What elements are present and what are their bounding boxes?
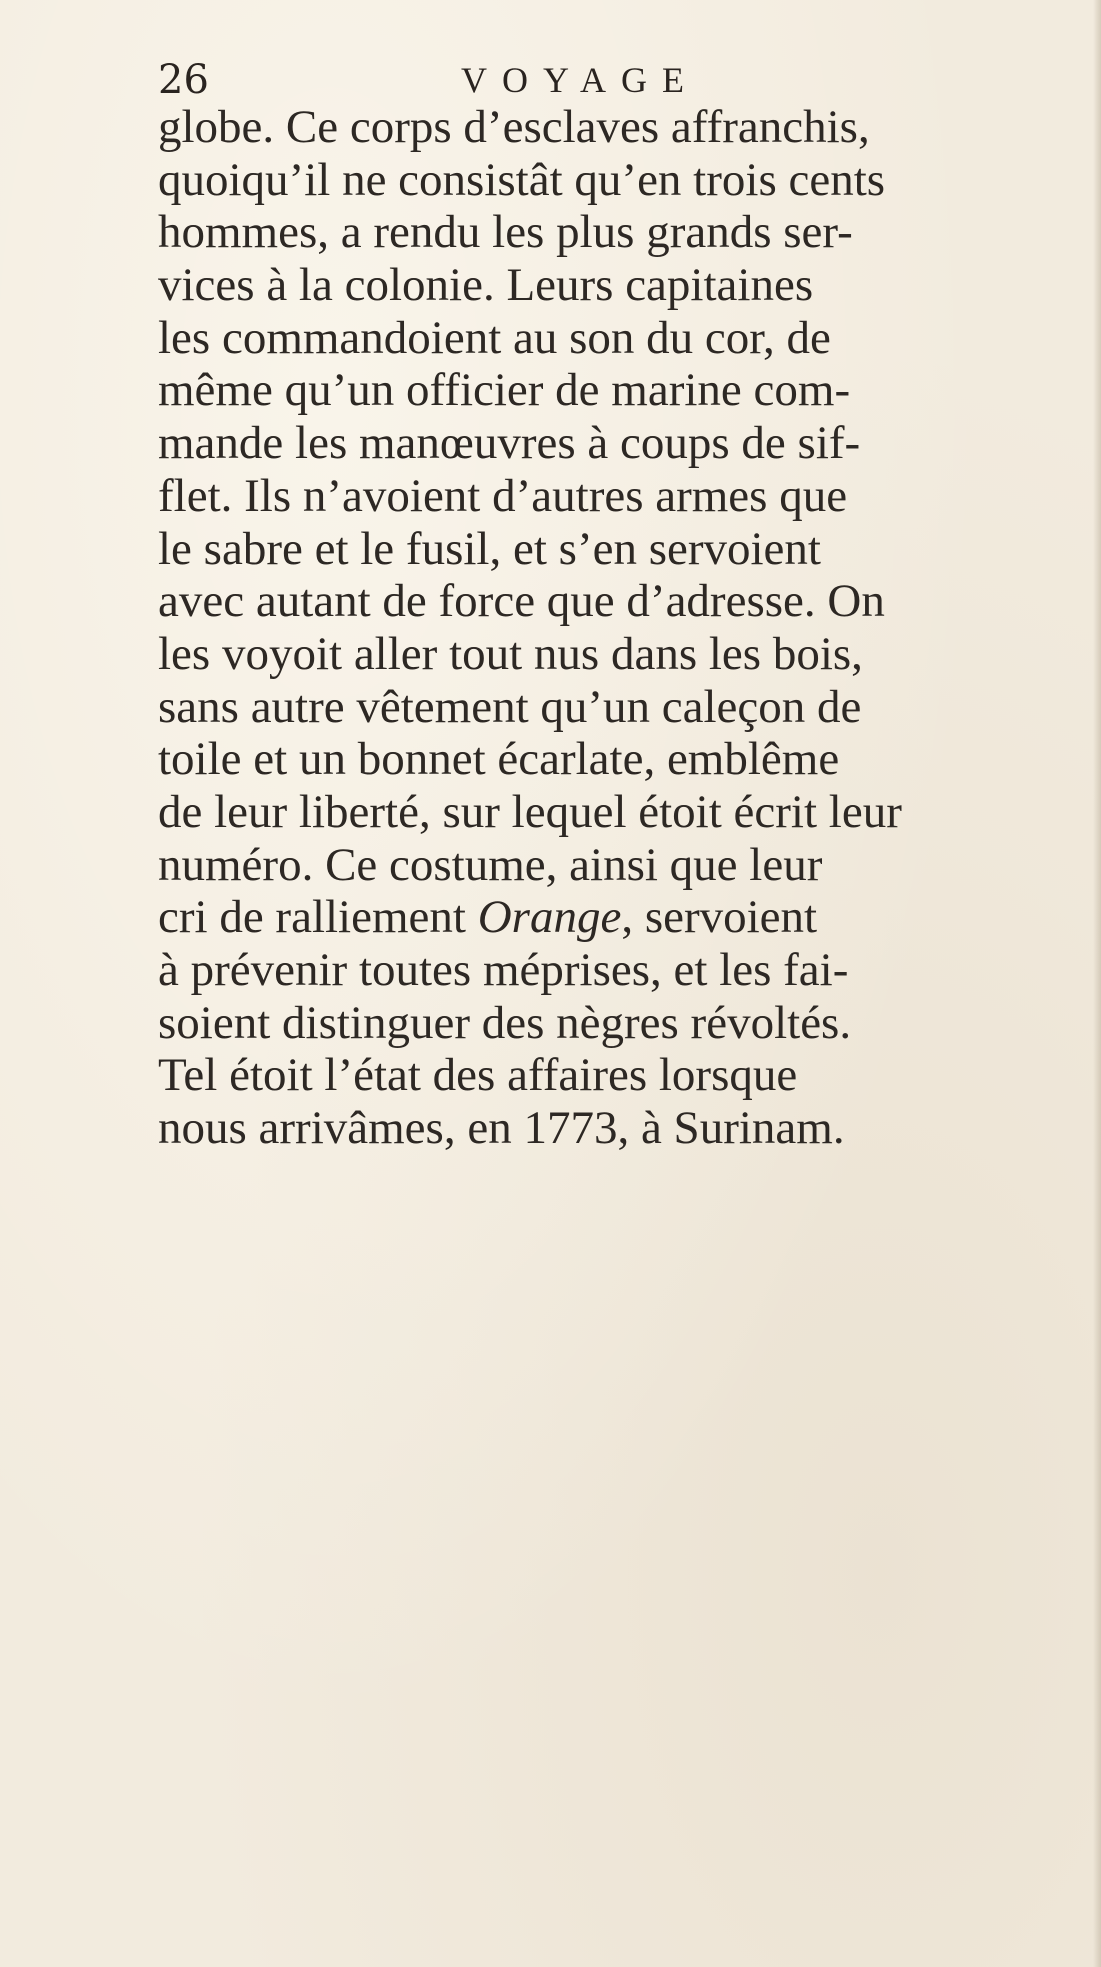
text-line: mande les manœuvres à coups de sif- (158, 417, 861, 470)
text-line: nous arrivâmes, en 1773, à Surinam. (158, 1102, 845, 1155)
text-line: avec autant de force que d’adresse. On (158, 575, 885, 628)
text-line: les commandoient au son du cor, de (158, 311, 831, 364)
text-line: à prévenir toutes méprises, et les fai- (158, 944, 849, 996)
italic-word: Orange (477, 891, 622, 944)
text-line: toile et un bonnet écarlate, emblême (158, 733, 840, 786)
text-line: soient distinguer des nègres révoltés. (158, 996, 852, 1049)
text-line: Tel étoit l’état des affaires lorsque (158, 1049, 798, 1102)
text-line: numéro. Ce costume, ainsi que leur (158, 838, 823, 891)
text-line: même qu’un officier de marine com- (158, 364, 851, 417)
body-text (158, 101, 1038, 1155)
text-line: le sabre et le fusil, et s’en servoient (158, 522, 821, 575)
text-line: vices à la colonie. Leurs capitaines (158, 259, 814, 312)
text-line: de leur liberté, sur lequel étoit écrit leur (158, 785, 902, 838)
text-line (158, 891, 1038, 944)
text-line: quoiqu’il ne consistât qu’en trois cents (158, 153, 886, 206)
page-edge-shadow (1093, 0, 1101, 1967)
text-line: hommes, a rendu les plus grands ser- (158, 206, 853, 259)
text-line: sans autre vêtement qu’un caleçon de (158, 680, 862, 733)
text-line: flet. Ils n’avoient d’autres armes que (158, 469, 848, 522)
text-segment: , servoient (621, 891, 818, 944)
text-segment: cri de ralliement (158, 891, 478, 944)
page-number: 26 (158, 57, 209, 103)
text-line: les voyoit aller tout nus dans les bois, (158, 627, 863, 680)
text-line: globe. Ce corps d’esclaves affranchis, (158, 101, 870, 153)
running-head: VOYAGE (461, 60, 699, 100)
